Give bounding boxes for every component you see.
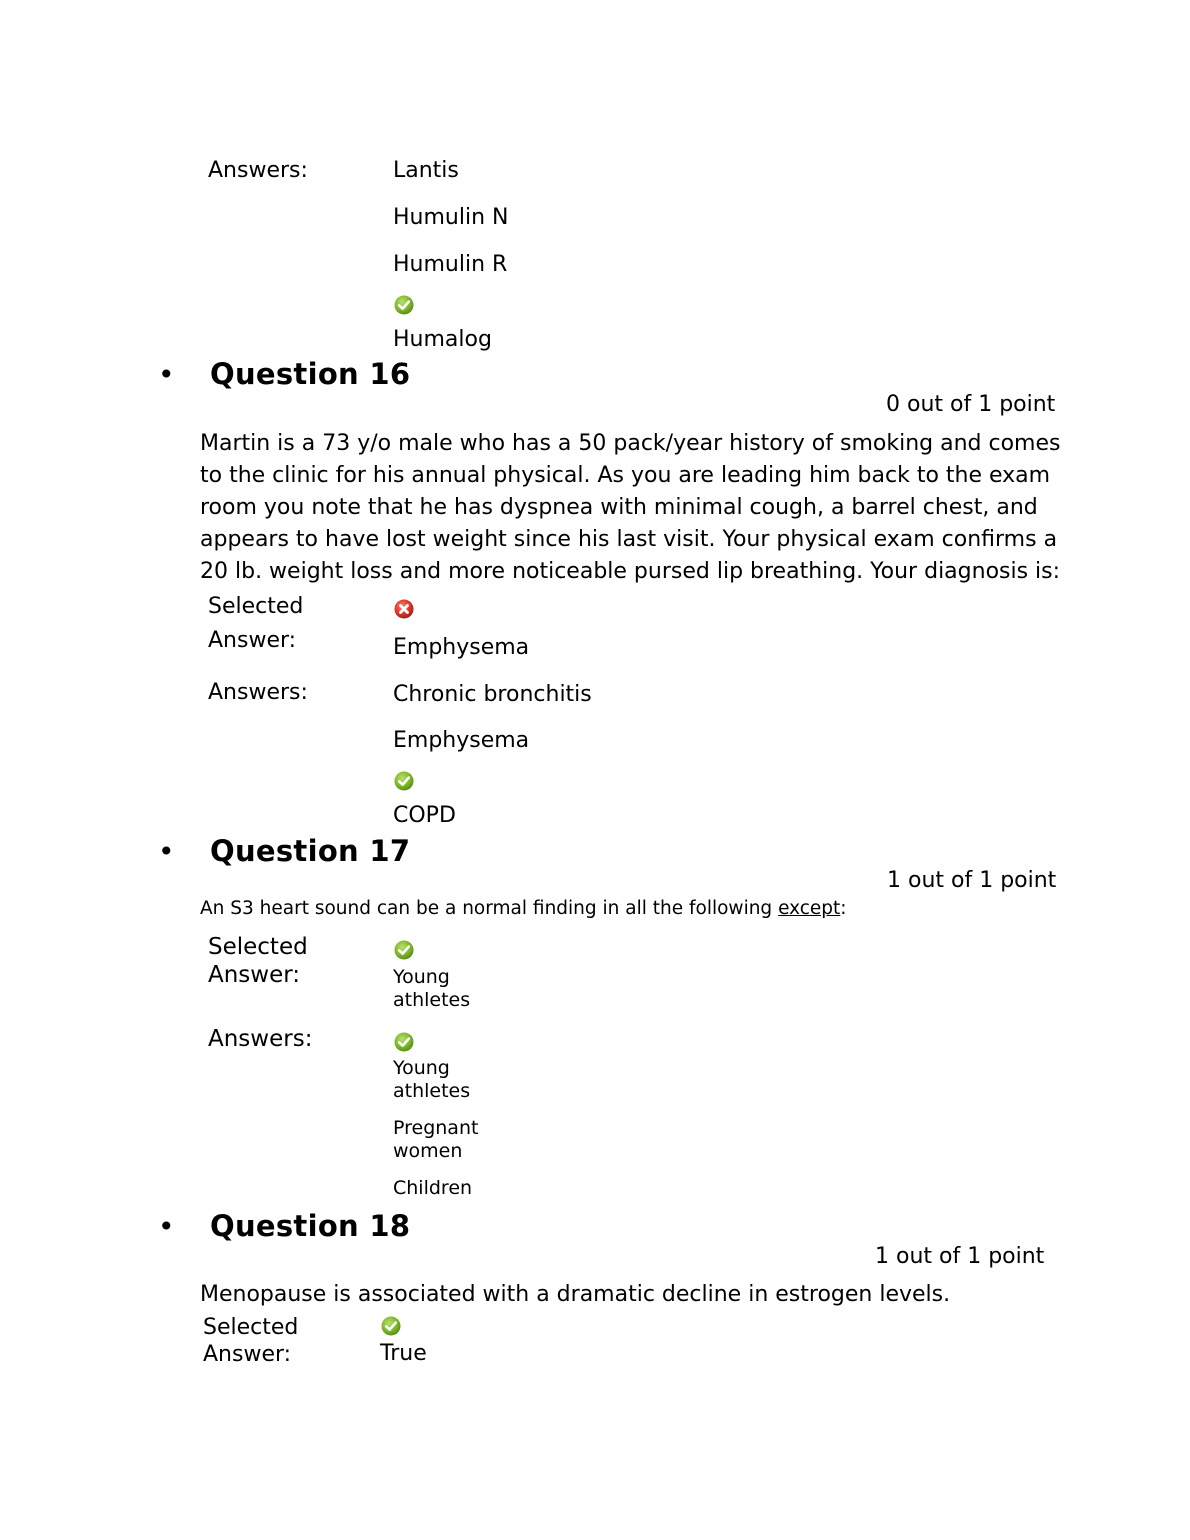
- answer-option-correct: Humalog: [393, 327, 492, 352]
- check-circle-icon: [394, 940, 414, 960]
- selected-answer: True: [380, 1341, 427, 1366]
- question-text: An S3 heart sound can be a normal finding in all the following except:: [200, 898, 847, 919]
- question-text: Martin is a 73 y/o male who has a 50 pack/year history of smoking and comes to the clinic for his annual physical. As you are leading him back to the exam room you note that he has dyspnea with minimal cough, a barrel chest, and appears to have lost weight since his last visit. Your physical exam confirms a 20 lb. weight loss and more noticeable pursed lip breathing. Your diagnosis is:: [200, 431, 1061, 584]
- answers-label: Answers:: [208, 1026, 313, 1052]
- check-circle-icon: [394, 1032, 414, 1052]
- list-bullet: •: [158, 358, 175, 391]
- answer-option: Chronic bronchitis: [393, 682, 592, 707]
- answer-option-correct: Young athletes: [393, 1057, 471, 1102]
- question-title: Question 18: [210, 1209, 411, 1243]
- selected-label: Selected: [203, 1315, 299, 1340]
- question-points: 1 out of 1 point: [887, 868, 1057, 893]
- list-bullet: •: [158, 1210, 175, 1243]
- answers-label: Answers:: [208, 158, 308, 183]
- answer-option-correct: COPD: [393, 803, 456, 828]
- selected-label: Selected: [208, 594, 304, 619]
- x-circle-icon: [394, 599, 414, 619]
- answer-option: Emphysema: [393, 728, 530, 753]
- question-points: 0 out of 1 point: [886, 392, 1056, 417]
- question-text: Menopause is associated with a dramatic decline in estrogen levels.: [200, 1282, 951, 1307]
- check-circle-icon: [394, 295, 414, 315]
- question-title: Question 16: [210, 357, 411, 391]
- answer-option: Pregnant women: [393, 1117, 479, 1162]
- emphasis-underline: except: [778, 898, 841, 919]
- answers-label: Answers:: [208, 680, 308, 705]
- answer-option: Humulin N: [393, 205, 509, 230]
- check-circle-icon: [381, 1316, 401, 1336]
- answer-option: Humulin R: [393, 252, 508, 277]
- answer-option: Children: [393, 1177, 473, 1199]
- answer-option: Lantis: [393, 158, 459, 183]
- selected-answer: Young athletes: [393, 966, 471, 1011]
- answer-label: Answer:: [208, 628, 297, 653]
- selected-label: Selected: [208, 934, 308, 960]
- list-bullet: •: [158, 835, 175, 868]
- question-points: 1 out of 1 point: [875, 1244, 1045, 1269]
- selected-answer: Emphysema: [393, 635, 530, 660]
- answer-label: Answer:: [208, 962, 301, 988]
- question-title: Question 17: [210, 834, 411, 868]
- answer-label: Answer:: [203, 1342, 292, 1367]
- check-circle-icon: [394, 771, 414, 791]
